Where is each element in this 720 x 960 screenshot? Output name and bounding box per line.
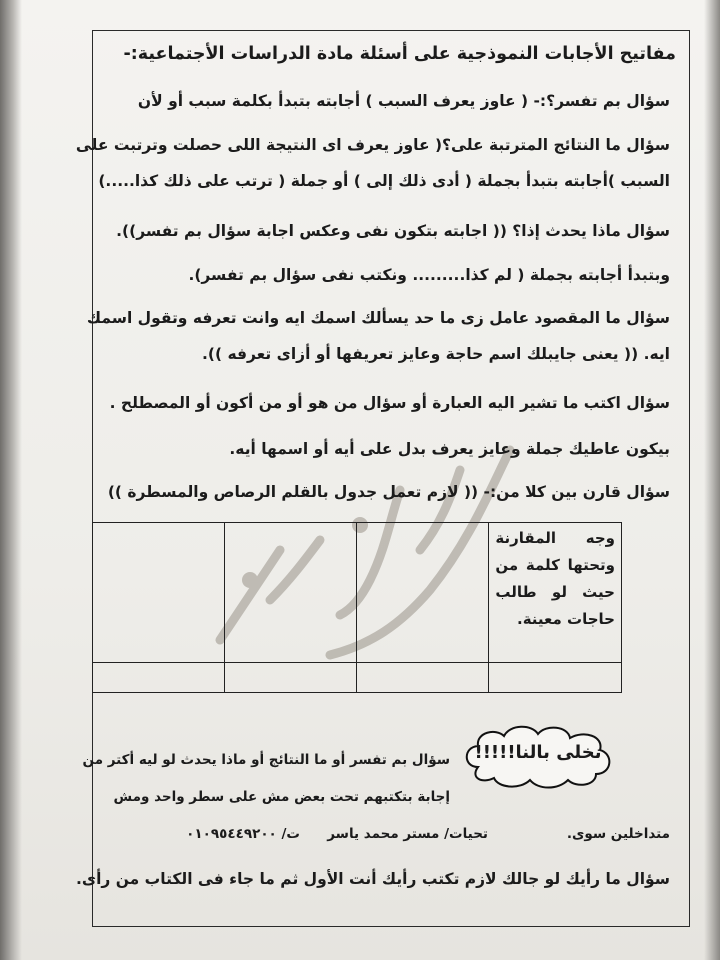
table-cell <box>93 663 225 693</box>
answer-line-4: سؤال ماذا يحدث إذا؟ (( اجابته بتكون نفى وعكس اجابة سؤال بم تفسر)). <box>116 222 670 240</box>
table-cell <box>225 523 357 663</box>
page-shadow-right <box>704 0 720 960</box>
answer-line-7: ايه. (( يعنى جايبلك اسم حاجة وعايز تعريفها أو أزاى تعرفه )). <box>202 345 670 363</box>
phone-number: ت/ ٠١٠٩٥٤٤٩٢٠٠ <box>186 826 300 842</box>
answer-line-8: سؤال اكتب ما تشير اليه العبارة أو سؤال من هو أو من أكون أو المصطلح . <box>109 394 670 412</box>
greeting-text: تحيات/ مستر محمد ياسر <box>327 826 488 842</box>
page-shadow-left <box>0 0 22 960</box>
answer-line-3: السبب )أجابته بتبدأ بجملة ( أدى ذلك إلى ) أو جملة ( ترتب على ذلك كذا.....) <box>98 172 670 190</box>
last-line: سؤال ما رأيك لو جالك لازم تكتب رأيك أنت الأول ثم ما جاء فى الكتاب من رأى. <box>76 870 670 888</box>
table-header-text: وجه المقارنة وتحتها كلمة من حيث لو طالب حاجات معينة. <box>495 529 615 628</box>
answer-line-5: وبتبدأ أجابته بجملة ( لم كذا......... ونكتب نفى سؤال بم تفسر). <box>188 266 670 284</box>
note-line-2: إجابة بتكتبهم تحت بعض مش على سطر واحد ومش <box>113 789 450 805</box>
table-cell <box>489 663 622 693</box>
answer-line-9: بيكون عاطيك جملة وعايز يعرف بدل على أيه أو اسمها أيه. <box>229 440 670 458</box>
cloud-text: نخلى بالنا!!!!! <box>474 742 602 763</box>
comparison-table <box>92 522 622 693</box>
table-cell <box>357 663 489 693</box>
table-header-cell <box>489 523 622 663</box>
table-cell <box>357 523 489 663</box>
table-cell <box>93 523 225 663</box>
answer-line-1: سؤال بم تفسر؟:- ( عاوز يعرف السبب ) أجابته بتبدأ بكلمة سبب أو لأن <box>137 92 670 110</box>
note-line-1: سؤال بم تفسر أو ما النتائج أو ماذا يحدث لو ليه أكتر من <box>82 752 450 768</box>
note-line-3: متداخلين سوى. <box>566 826 670 842</box>
table-cell <box>225 663 357 693</box>
answer-line-2: سؤال ما النتائج المترتبة على؟( عاوز يعرف اى النتيجة اللى حصلت وترتبت على <box>75 136 670 154</box>
page-title: مفاتيح الأجابات النموذجية على أسئلة مادة الدراسات الأجتماعية:- <box>123 44 676 64</box>
answer-line-6: سؤال ما المقصود عامل زى ما حد يسألك اسمك ايه وانت تعرفه وتقول اسمك <box>86 309 670 327</box>
answer-line-10: سؤال قارن بين كلا من:- (( لازم تعمل جدول بالقلم الرصاص والمسطرة )) <box>107 483 670 501</box>
